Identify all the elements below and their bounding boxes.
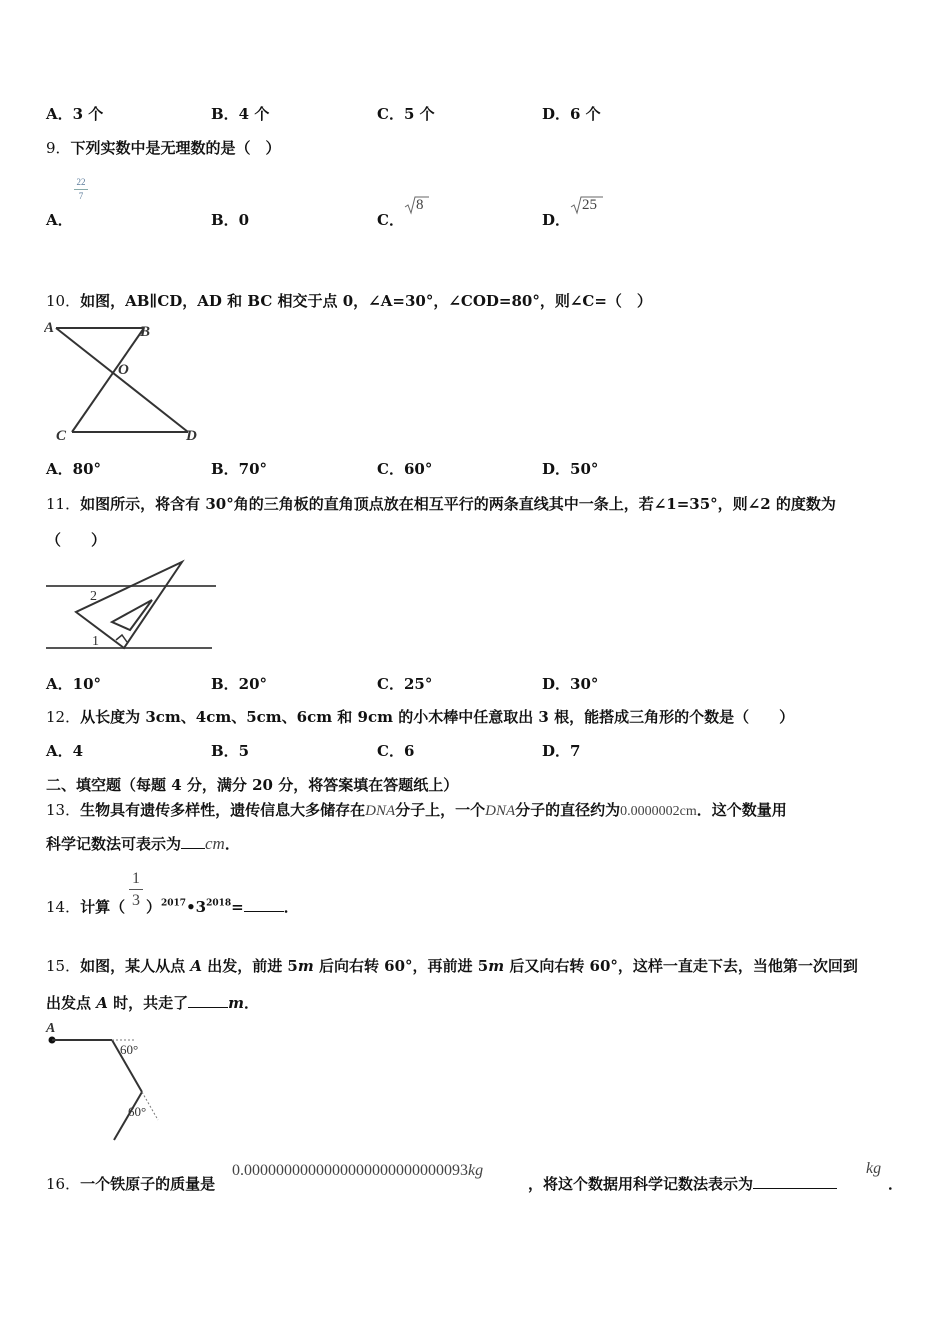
q15-unit: m — [228, 994, 244, 1012]
q10-line-ad — [56, 328, 188, 432]
q8-option-a: A．3 个 — [46, 105, 104, 123]
q16-end: ． — [888, 1175, 904, 1193]
q10-label-c: C — [56, 428, 67, 444]
q9-option-c-sqrt — [404, 195, 430, 219]
q13-unit: cm — [205, 834, 225, 853]
q10-option-d: D．50° — [542, 460, 599, 478]
q9-option-a-label: A． — [46, 211, 73, 229]
q11-diagram — [44, 558, 220, 653]
q11-label-2: 2 — [90, 589, 97, 604]
q14-exponent-1: 2017 — [161, 898, 187, 909]
q9-option-d-sqrt — [570, 195, 604, 219]
q11-option-c: C．25° — [377, 675, 433, 693]
q11-paren: （ ） — [46, 531, 107, 549]
q15-unit-m-2: m — [488, 957, 505, 975]
q10-number: 10． — [46, 292, 81, 310]
q11-text: 如图所示，将含有 30°角的三角板的直角顶点放在相互平行的两条直线其中一条上，若∠1=35°，则∠2 的度数为 — [80, 495, 836, 513]
q10-option-a: A．80° — [46, 460, 102, 478]
q13-answer-blank[interactable] — [181, 834, 205, 849]
q10-line-bc — [72, 328, 144, 432]
q10-stem — [46, 290, 652, 311]
q9-d-radicand: 25 — [582, 197, 597, 213]
q13-value: 0.0000002cm — [620, 804, 697, 819]
q16-stem-start — [46, 1173, 215, 1194]
q9-option-a-fraction — [74, 177, 88, 202]
q9-fraction-numerator: 22 — [76, 177, 86, 187]
q15-unit-m-1: m — [297, 957, 314, 975]
q13-line-2-text: 科学记数法可表示为 — [46, 835, 182, 853]
q14-fraction-denominator: 3 — [132, 892, 140, 909]
q13-number: 13． — [46, 801, 81, 819]
q16-number: 16． — [46, 1175, 81, 1193]
q15-path-diagram — [44, 1020, 174, 1142]
q9-fraction-denominator: 7 — [78, 191, 84, 201]
q8-option-b: B．4 个 — [211, 105, 270, 123]
q14-fraction-bar — [129, 889, 143, 890]
q15-label-a: A — [46, 1021, 56, 1036]
q14-exponent-2: 2018 — [206, 898, 232, 909]
q10-option-c: C．60° — [377, 460, 433, 478]
q8-option-d: D．6 个 — [542, 105, 601, 123]
q12-option-a: A．4 — [46, 742, 84, 760]
q11-stem — [46, 493, 836, 514]
q15-angle-1: 60° — [120, 1042, 139, 1057]
q13-end: ． — [224, 835, 240, 853]
q15-text-2: 出发，前进 5 — [201, 957, 298, 975]
q10-option-b: B．70° — [211, 460, 268, 478]
q14-stem — [46, 896, 125, 917]
q10-figure — [44, 318, 212, 452]
q16-answer-blank[interactable] — [753, 1174, 837, 1189]
q14-fraction-numerator: 1 — [132, 870, 140, 887]
q15-line-2 — [46, 992, 259, 1013]
q10-label-b: B — [140, 324, 151, 340]
q12-option-c: C．6 — [377, 742, 415, 760]
q16-text-2: ，将这个数据用科学记数法表示为 — [528, 1175, 754, 1193]
q9-c-radicand: 8 — [416, 197, 424, 213]
q13-dna-2: DNA — [485, 803, 516, 819]
q15-text-3: 后向右转 60°，再前进 5 — [313, 957, 489, 975]
q12-number: 12． — [46, 708, 81, 726]
q15-end: ． — [243, 994, 259, 1012]
section-2-title: 二、填空题（每题 4 分，满分 20 分，将答案填在答题纸上） — [46, 776, 459, 794]
q13-text-4: ．这个数量用 — [696, 801, 787, 819]
q15-text-4: 后又向右转 60°，这样一直走下去，当他第一次回到 — [504, 957, 858, 975]
q16-kg-1: kg — [468, 1162, 484, 1179]
q13-text-1: 生物具有遗传多样性，遗传信息大多储存在 — [80, 801, 366, 819]
q10-text: 如图，AB∥CD，AD 和 BC 相交于点 0，∠A=30°，∠COD=80°，则∠C=（ ） — [80, 292, 652, 310]
q9-text: 下列实数中是无理数的是（ ） — [70, 139, 281, 157]
q16-kg-2: kg — [866, 1160, 882, 1177]
q11-number: 11． — [46, 495, 81, 513]
q15-line-2-point-a: A — [96, 994, 108, 1012]
q13-text-2: 分子上，一个 — [395, 801, 486, 819]
q13-line-1 — [46, 799, 787, 820]
q12-stem — [46, 706, 794, 727]
q10-label-a: A — [44, 320, 55, 336]
q12-option-b: B．5 — [211, 742, 250, 760]
q14-mid: •3 — [186, 898, 207, 916]
q9-stem — [46, 137, 281, 158]
q15-line-2-a: 出发点 — [46, 994, 97, 1012]
q13-line-2 — [46, 833, 240, 854]
q14-answer-blank[interactable] — [244, 897, 284, 912]
q12-text: 从长度为 3cm、4cm、5cm、6cm 和 9cm 的小木棒中任意取出 3 根，能搭成三角形的个数是（ ） — [80, 708, 795, 726]
q11-figure — [44, 558, 220, 657]
q15-angle-2: 60° — [128, 1104, 147, 1119]
q15-line-1 — [46, 955, 858, 976]
q9-fraction-bar — [74, 189, 88, 190]
q16-text-1: 一个铁原子的质量是 — [80, 1175, 216, 1193]
q14-close-paren: ） — [146, 898, 162, 916]
q15-figure — [44, 1020, 174, 1146]
q14-number: 14． — [46, 898, 81, 916]
q9-option-b: B．0 — [211, 211, 250, 229]
q11-right-angle-mark — [116, 635, 127, 642]
q14-text: 计算（ — [80, 898, 126, 916]
q9-option-c-label: C． — [377, 211, 404, 229]
q16-value-group — [232, 1160, 483, 1180]
q10-diagram — [44, 318, 212, 448]
q9-option-d-label: D． — [542, 211, 571, 229]
q16-value: 0.0000000000000000000000000093 — [232, 1162, 468, 1179]
q15-line-2-b: 时，共走了 — [107, 994, 189, 1012]
q10-label-o: O — [118, 362, 129, 378]
q11-label-1: 1 — [92, 634, 99, 649]
q13-text-3: 分子的直径约为 — [515, 801, 621, 819]
q11-option-d: D．30° — [542, 675, 599, 693]
q15-text-1: 如图，某人从点 — [80, 957, 191, 975]
q12-option-d: D．7 — [542, 742, 581, 760]
q10-label-d: D — [186, 428, 197, 444]
q15-point-a: A — [190, 957, 202, 975]
q14-fraction — [129, 870, 143, 909]
q15-answer-blank[interactable] — [188, 993, 228, 1008]
q11-option-b: B．20° — [211, 675, 268, 693]
q15-number: 15． — [46, 957, 81, 975]
q16-stem-end — [528, 1173, 837, 1194]
q14-equals: = — [231, 898, 244, 916]
q13-dna-1: DNA — [365, 803, 396, 819]
q8-option-c: C．5 个 — [377, 105, 435, 123]
q9-number: 9． — [46, 139, 71, 157]
q14-end: ． — [283, 898, 299, 916]
q11-option-a: A．10° — [46, 675, 102, 693]
q14-expression — [146, 896, 299, 917]
